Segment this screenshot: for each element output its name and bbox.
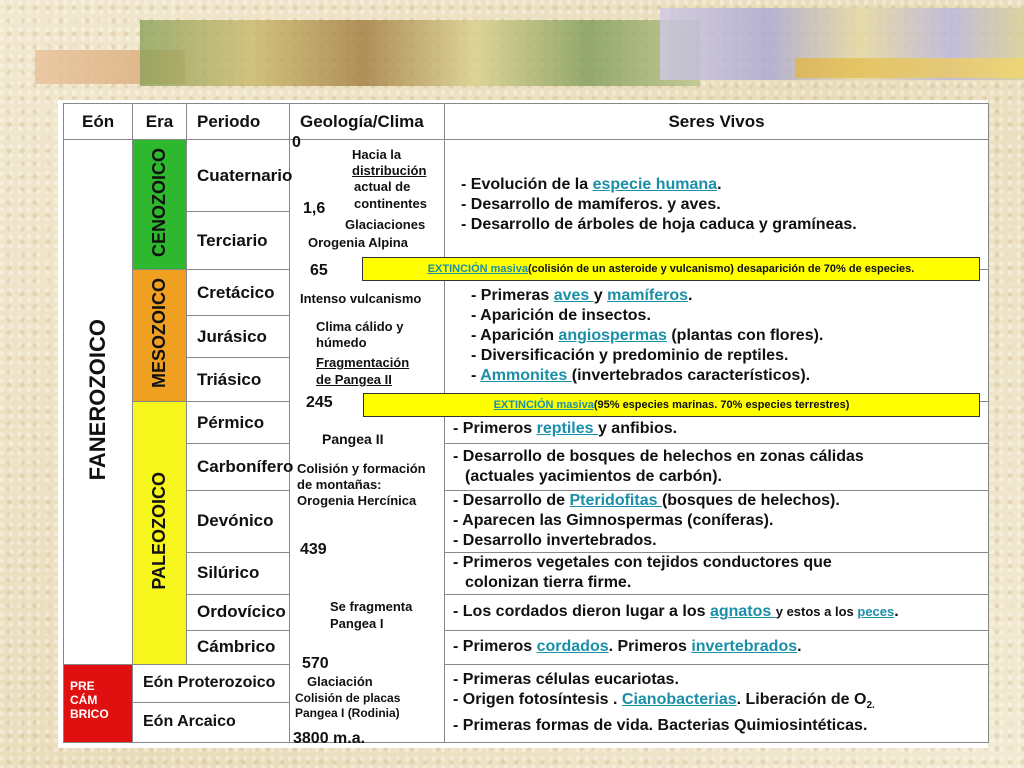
period-silurico: Silúrico — [187, 552, 290, 594]
link-pteridofitas[interactable]: Pteridofitas — [569, 492, 662, 510]
geo-placas-2: Pangea I (Rodinia) — [295, 706, 400, 720]
extinction-65-text: (colisión de un asteroide y vulcanismo) desaparición de 70% de especies. — [527, 263, 915, 275]
header-eon: Eón — [64, 104, 133, 140]
seres-p4: - Aparecen las Gimnospermas (coníferas). — [453, 512, 774, 530]
era-mesozoico-label: MESOZOICO — [149, 278, 169, 389]
age-0: 0 — [292, 134, 301, 151]
seres-permico: - Primeros reptiles y anfibios. — [445, 402, 989, 444]
seres-p6b: colonizan tierra firme. — [465, 574, 632, 592]
age-65: 65 — [310, 262, 328, 279]
link-fragmentacion[interactable]: Fragmentación — [316, 355, 410, 370]
precambrico-line-2: CÁM — [70, 692, 98, 707]
link-especie-humana[interactable]: especie humana — [592, 175, 718, 193]
link-cordados[interactable]: cordados — [536, 638, 609, 656]
geologic-time-table — [63, 103, 989, 743]
eon-arcaico: Eón Arcaico — [133, 702, 290, 742]
seres-p2b: (actuales yacimientos de carbón). — [465, 468, 722, 486]
header-era: Era — [133, 104, 187, 140]
period-cretacico: Cretácico — [187, 270, 290, 316]
seres-ordovicico: - Los cordados dieron lugar a los agnatos y estos a los peces. — [445, 594, 989, 630]
link-pangea-2[interactable]: de Pangea II — [316, 372, 392, 387]
header-seres-vivos: Seres Vivos — [445, 104, 989, 140]
geo-glaciaciones: Glaciaciones — [345, 217, 426, 232]
period-terciario: Terciario — [187, 212, 290, 270]
era-cenozoico — [133, 140, 187, 270]
header-periodo: Periodo — [187, 104, 290, 140]
banner-foliage-image — [140, 20, 700, 86]
extinction-65-banner — [362, 257, 980, 281]
table-row — [64, 630, 989, 664]
link-mamiferos[interactable]: mamíferos — [607, 287, 689, 305]
seres-carbonifero — [445, 444, 989, 490]
age-245: 245 — [306, 394, 333, 411]
geo-hacia: Hacia la — [352, 147, 402, 162]
period-cuaternario: Cuaternario — [187, 140, 290, 212]
era-mesozoico — [133, 270, 187, 402]
eon-proterozoico: Eón Proterozoico — [133, 664, 290, 702]
link-angiospermas[interactable]: angiospermas — [558, 327, 667, 345]
link-peces[interactable]: peces — [857, 604, 895, 620]
table-row — [64, 594, 989, 630]
seres-devonico: - Desarrollo de Pteridofitas (bosques de helechos). - Aparecen las Gimnospermas (coníferas). - Desarrollo invertebrados. — [445, 490, 989, 552]
seres-cenozoico: - Evolución de la especie humana. - Desarrollo de mamíferos. y aves. - Desarrollo de árboles de hoja caduca y gramíneas. — [445, 140, 989, 270]
geo-placas-1: Colisión de placas — [295, 691, 401, 705]
period-permico: Pérmico — [187, 402, 290, 444]
geo-clima-1: Clima cálido y — [316, 319, 404, 334]
seres-m2: - Aparición de insectos. — [471, 307, 651, 325]
extinction-245-text: (95% especies marinas. 70% especies terrestres) — [593, 399, 850, 411]
seres-p2a: - Desarrollo de bosques de helechos en zonas cálidas — [453, 448, 864, 466]
link-invertebrados[interactable]: invertebrados — [691, 638, 798, 656]
link-agnatos[interactable]: agnatos — [709, 603, 776, 621]
link-cianobacterias[interactable]: Cianobacterias — [621, 691, 737, 709]
geo-pangea-ii: Pangea II — [322, 431, 384, 447]
decorative-banner — [35, 0, 1024, 88]
extinction-245-banner — [363, 393, 980, 417]
period-jurasico: Jurásico — [187, 316, 290, 358]
age-1-6: 1,6 — [303, 200, 326, 217]
geo-se-fragmenta: Se fragmenta — [330, 599, 413, 614]
seres-mesozoico: - Primeras aves y mamíferos. - Aparición de insectos. - Aparición angiospermas (plantas con flores). - Diversificación y predominio de reptiles. - Ammonites (invertebrados característicos). — [445, 270, 989, 402]
period-triasico: Triásico — [187, 358, 290, 402]
age-570: 570 — [302, 655, 329, 672]
seres-c3: - Desarrollo de árboles de hoja caduca y gramíneas. — [461, 215, 857, 233]
period-devonico: Devónico — [187, 490, 290, 552]
seres-pr1: - Primeras células eucariotas. — [453, 671, 679, 689]
seres-pr3: - Primeras formas de vida. Bacterias Quimiosintéticas. — [453, 717, 868, 735]
period-cambrico: Cámbrico — [187, 630, 290, 664]
geo-pangea-i: Pangea I — [330, 616, 384, 631]
geo-continentes: continentes — [354, 196, 427, 211]
eon-precambrico — [64, 664, 133, 742]
table-row — [64, 140, 989, 212]
period-ordovicico: Ordovícico — [187, 594, 290, 630]
table-row — [64, 552, 989, 594]
geo-colision-2: de montañas: — [297, 477, 382, 492]
geo-vulcanismo: Intenso vulcanismo — [300, 291, 422, 306]
geo-orogenia-alpina: Orogenia Alpina — [308, 235, 408, 250]
era-paleozoico — [133, 402, 187, 664]
link-aves[interactable]: aves — [553, 287, 594, 305]
link-extincion-65[interactable]: EXTINCIÓN masiva — [427, 263, 528, 275]
link-reptiles[interactable]: reptiles — [536, 420, 598, 438]
seres-p6a: - Primeros vegetales con tejidos conductores que — [453, 554, 832, 572]
era-paleozoico-label: PALEOZOICO — [149, 471, 169, 590]
table-row — [64, 664, 989, 702]
geo-glaciacion: Glaciación — [307, 674, 373, 689]
precambrico-line-3: BRICO — [70, 706, 109, 721]
table-row — [64, 444, 989, 490]
link-ammonites[interactable]: Ammonites — [480, 367, 572, 385]
precambrico-line-1: PRE — [70, 678, 95, 693]
link-extincion-245[interactable]: EXTINCIÓN masiva — [493, 399, 594, 411]
table-header-row — [64, 104, 989, 140]
geo-colision-1: Colisión y formación — [297, 461, 426, 476]
seres-cambrico: - Primeros cordados. Primeros invertebrados. — [445, 630, 989, 664]
geo-actual: actual de — [354, 179, 411, 194]
era-cenozoico-label: CENOZOICO — [149, 147, 169, 257]
eon-fanerozoico — [64, 140, 133, 665]
seres-p5: - Desarrollo invertebrados. — [453, 532, 657, 550]
link-distribucion[interactable]: distribución — [352, 163, 427, 178]
table-row — [64, 490, 989, 552]
age-3800: 3800 m.a. — [293, 730, 366, 747]
seres-m4: - Diversificación y predominio de reptiles. — [471, 347, 789, 365]
banner-grass-image — [795, 58, 1024, 78]
age-439: 439 — [300, 541, 327, 558]
eon-fanerozoico-label: FANEROZOICO — [85, 318, 110, 481]
seres-precambrico: - Primeras células eucariotas. - Origen fotosíntesis . Cianobacterias. Liberación de $O_{2.}$ - Primeras formas de vida. Bacterias Quimiosintéticas. — [445, 664, 989, 742]
seres-c2: - Desarrollo de mamíferos. y aves. — [461, 195, 721, 213]
period-carbonifero: Carbonífero — [187, 444, 290, 490]
geo-clima-2: húmedo — [316, 335, 367, 350]
header-geologia: Geología/Clima — [290, 104, 445, 140]
seres-silurico — [445, 552, 989, 594]
geo-orogenia-hercinica: Orogenia Hercínica — [297, 493, 417, 508]
